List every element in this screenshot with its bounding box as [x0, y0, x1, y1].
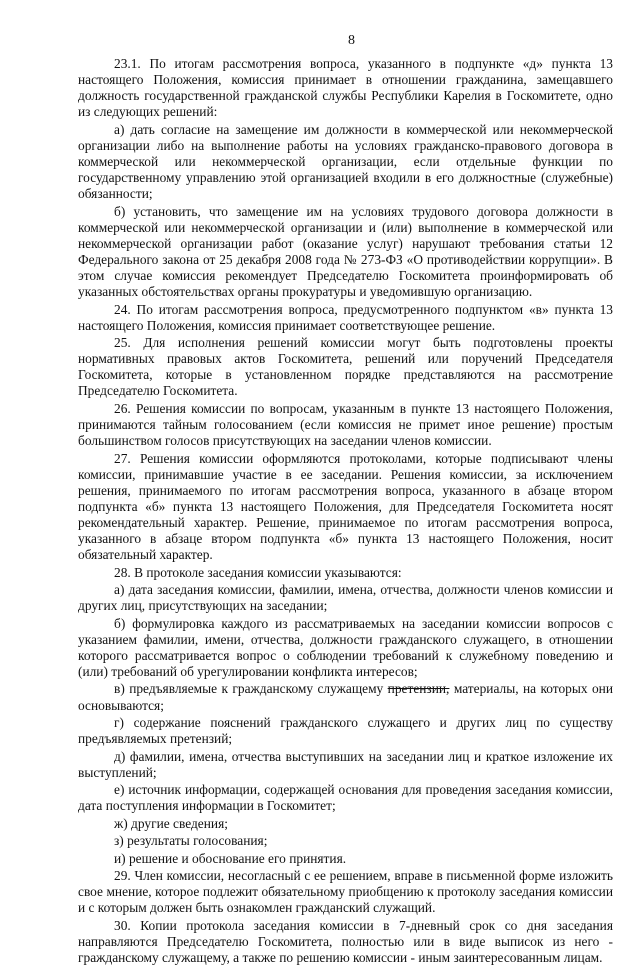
paragraph-28: 28. В протоколе заседания комиссии указываются: [114, 564, 402, 580]
paragraph-30: 30. Копии протокола заседания комиссии в 7-дневный срок со дня заседания направляются Председателю Госкомитета, полностью или в виде выписок из него - гражданскому служащему, а также по решению комиссии - иным заинтересованным лицам. [78, 917, 613, 966]
paragraph-28-v-text-end: материалы, на которых они основываются; [78, 681, 614, 713]
paragraph-25: 25. Для исполнения решений комиссии могут быть подготовлены проекты нормативных правовых актов Госкомитета, решений или поручений Председателя Госкомитета, которые в установленном порядке представляются на рассмотрение Председателю Госкомитета. [78, 335, 613, 399]
paragraph-28-z: з) результаты голосования; [114, 833, 268, 849]
paragraph-29: 29. Член комиссии, несогласный с ее решением, вправе в письменной форме изложить свое мнение, которое подлежит обязательному приобщению к протоколу заседания комиссии и с которым должен быть ознакомлен гражданский служащий. [78, 868, 613, 916]
paragraph-28-a: а) дата заседания комиссии, фамилии, имена, отчества, должности членов комиссии и других лиц, присутствующих на заседании; [78, 582, 613, 614]
struck-word: претензии, [387, 681, 450, 697]
paragraph-27: 27. Решения комиссии оформляются протоколами, которые подписывают члены комиссии, принимавшие участие в ее заседании. Решения комиссии, за исключением решения, принимаемого по итогам рассмотрения вопроса, указанного в абзаце втором подпункта «б» пункта 13 настоящего Положения, для Председателя Госкомитета носят рекомендательный характер. Решение, принимаемое по итогам рассмотрения вопроса, указанного в абзаце втором подпункта «б» пункта 13 настоящего Положения, носит обязательный характер. [78, 450, 613, 563]
paragraph-28-v-text-start: в) предъявляемые к гражданскому служащему [114, 681, 388, 697]
paragraph-28-g: г) содержание пояснений гражданского служащего и других лиц по существу предъявляемых претензий; [78, 715, 613, 747]
paragraph-28-i: и) решение и обоснование его принятия. [114, 850, 347, 866]
paragraph-23-1-b: б) установить, что замещение им на условиях трудового договора должности в коммерческой или некоммерческой организации и (или) выполнение в коммерческой или некоммерческой организации работ (оказание услуг) нарушают требования статьи 12 Федерального закона от 25 декабря 2008 года № 273-ФЗ «О противодействии коррупции». В этом случае комиссия рекомендует Председателю Госкомитета проинформировать об указанных обстоятельствах органы прокуратуры и уведомившую организацию. [78, 203, 613, 300]
page-number: 8 [348, 33, 355, 48]
paragraph-24: 24. По итогам рассмотрения вопроса, предусмотренного подпунктом «в» пункта 13 настоящего Положения, комиссия принимает соответствующее решение. [78, 301, 613, 333]
paragraph-26: 26. Решения комиссии по вопросам, указанным в пункте 13 настоящего Положения, принимаются тайным голосованием (если комиссия не примет иное решение) простым большинством голосов присутствующих на заседании членов комиссии. [78, 400, 613, 449]
paragraph-28-e: е) источник информации, содержащей основания для проведения заседания комиссии, дата поступления информации в Госкомитет; [78, 782, 613, 814]
paragraph-28-d: д) фамилии, имена, отчества выступивших на заседании лиц и краткое изложение их выступлений; [78, 748, 613, 780]
paragraph-28-b: б) формулировка каждого из рассматриваемых на заседании комиссии вопросов с указанием фамилии, имени, отчества, должности гражданского служащего, в отношении которого рассматривается вопрос о соблюдении требований к служебному поведению и (или) требований об урегулировании конфликта интересов; [78, 615, 613, 679]
paragraph-28-zh: ж) другие сведения; [114, 815, 228, 831]
paragraph-23-1-a: а) дать согласие на замещение им должности в коммерческой или некоммерческой организации либо на выполнение работы на условиях гражданско-правового договора в коммерческой или некоммерческой организации, если отдельные функции по государственному управлению этой организацией входили в его должностные (служебные) обязанности; [78, 121, 613, 202]
paragraph-23-1: 23.1. По итогам рассмотрения вопроса, указанного в подпункте «д» пункта 13 настоящего Положения, комиссия принимает в отношении гражданина, замещавшего должность государственной гражданской службы Республики Карелия в Госкомитете, одно из следующих решений: [78, 56, 613, 120]
paragraph-28-v [78, 681, 613, 713]
